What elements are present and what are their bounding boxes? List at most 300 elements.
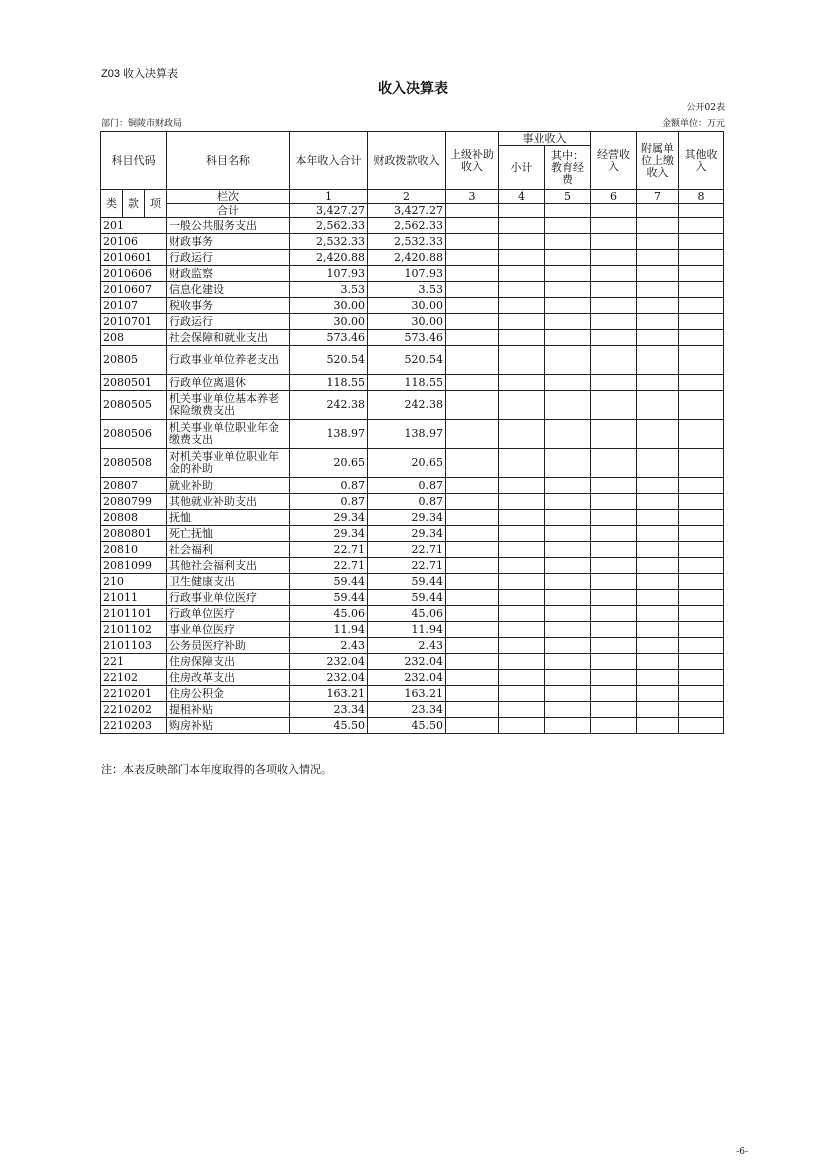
empty-cell	[637, 234, 679, 250]
header-column-label: 栏次	[167, 190, 290, 204]
empty-cell	[679, 494, 724, 510]
fiscal-income-cell: 232.04	[368, 654, 446, 670]
subject-name: 机关事业单位职业年金缴费支出	[167, 420, 290, 449]
empty-cell	[446, 558, 499, 574]
empty-cell	[637, 686, 679, 702]
empty-cell	[446, 282, 499, 298]
total-income-cell: 11.94	[290, 622, 368, 638]
table-note: 注：本表反映部门本年度取得的各项收入情况。	[101, 763, 332, 776]
table-row	[101, 266, 724, 282]
empty-cell	[499, 234, 545, 250]
fiscal-income-cell: 3.53	[368, 282, 446, 298]
empty-cell	[446, 718, 499, 734]
subject-code: 21011	[101, 590, 167, 606]
empty-cell	[637, 590, 679, 606]
empty-cell	[679, 218, 724, 234]
table-row	[101, 218, 724, 234]
empty-cell	[591, 250, 637, 266]
subject-name: 社会保障和就业支出	[167, 330, 290, 346]
empty-cell	[637, 558, 679, 574]
subject-name: 一般公共服务支出	[167, 218, 290, 234]
empty-cell	[591, 590, 637, 606]
empty-cell	[679, 718, 724, 734]
col-number: 4	[499, 190, 545, 204]
empty-cell	[679, 606, 724, 622]
total-income-cell: 520.54	[290, 346, 368, 375]
empty-cell	[499, 298, 545, 314]
empty-cell	[679, 670, 724, 686]
empty-cell	[679, 391, 724, 420]
empty-cell	[679, 702, 724, 718]
empty-cell	[446, 526, 499, 542]
empty-cell	[679, 298, 724, 314]
subject-name: 其他就业补助支出	[167, 494, 290, 510]
empty-cell	[637, 510, 679, 526]
table-row	[101, 590, 724, 606]
subject-code: 2080505	[101, 391, 167, 420]
empty-cell	[637, 346, 679, 375]
empty-cell	[545, 218, 591, 234]
total-income-cell: 59.44	[290, 590, 368, 606]
fiscal-income-cell: 29.34	[368, 526, 446, 542]
table-row	[101, 420, 724, 449]
table-row	[101, 526, 724, 542]
fiscal-income-cell: 22.71	[368, 542, 446, 558]
empty-cell	[637, 494, 679, 510]
subject-code: 20107	[101, 298, 167, 314]
empty-cell	[591, 510, 637, 526]
total-income-cell: 29.34	[290, 510, 368, 526]
subject-name: 购房补贴	[167, 718, 290, 734]
empty-cell	[591, 638, 637, 654]
fiscal-income-cell: 45.50	[368, 718, 446, 734]
total-income-cell: 22.71	[290, 558, 368, 574]
table-row	[101, 449, 724, 478]
empty-cell	[499, 375, 545, 391]
empty-cell	[591, 282, 637, 298]
empty-cell	[545, 282, 591, 298]
col-number: 5	[545, 190, 591, 204]
empty-cell	[446, 590, 499, 606]
total-income-cell: 59.44	[290, 574, 368, 590]
empty-cell	[679, 654, 724, 670]
fiscal-income-cell: 23.34	[368, 702, 446, 718]
total-income-cell: 0.87	[290, 478, 368, 494]
fiscal-income-cell: 107.93	[368, 266, 446, 282]
empty-cell	[545, 590, 591, 606]
empty-cell	[679, 542, 724, 558]
page-number: -6-	[736, 1147, 748, 1157]
total-income-cell: 29.34	[290, 526, 368, 542]
empty-cell	[637, 391, 679, 420]
fiscal-income-cell: 22.71	[368, 558, 446, 574]
empty-cell	[499, 420, 545, 449]
header-superior-subsidy: 上级补助收入	[446, 132, 499, 190]
empty-cell	[637, 375, 679, 391]
empty-cell	[591, 670, 637, 686]
empty-cell	[499, 670, 545, 686]
subject-code: 2210201	[101, 686, 167, 702]
empty-cell	[446, 266, 499, 282]
empty-cell	[637, 282, 679, 298]
empty-cell	[637, 526, 679, 542]
empty-cell	[591, 420, 637, 449]
empty-cell	[499, 606, 545, 622]
empty-cell	[446, 670, 499, 686]
subject-code: 2210202	[101, 702, 167, 718]
subject-name: 行政运行	[167, 250, 290, 266]
empty-cell	[679, 330, 724, 346]
empty-cell	[499, 654, 545, 670]
empty-cell	[679, 282, 724, 298]
empty-cell	[499, 266, 545, 282]
fiscal-income-cell: 118.55	[368, 375, 446, 391]
empty-cell	[499, 510, 545, 526]
empty-cell	[679, 346, 724, 375]
empty-cell	[446, 218, 499, 234]
empty-cell	[446, 330, 499, 346]
empty-cell	[499, 282, 545, 298]
total-income-cell: 2.43	[290, 638, 368, 654]
empty-cell	[499, 391, 545, 420]
header-kuan: 款	[123, 190, 145, 218]
empty-cell	[545, 449, 591, 478]
empty-cell	[545, 314, 591, 330]
table-row	[101, 702, 724, 718]
empty-cell	[545, 622, 591, 638]
empty-cell	[499, 686, 545, 702]
subject-code: 2101103	[101, 638, 167, 654]
empty-cell	[545, 391, 591, 420]
subject-name: 抚恤	[167, 510, 290, 526]
total-income-cell: 242.38	[290, 391, 368, 420]
empty-cell	[679, 574, 724, 590]
table-row	[101, 510, 724, 526]
subject-name: 事业单位医疗	[167, 622, 290, 638]
subject-name: 行政单位离退休	[167, 375, 290, 391]
empty-cell	[637, 314, 679, 330]
empty-cell	[499, 702, 545, 718]
empty-cell	[446, 606, 499, 622]
empty-cell	[545, 702, 591, 718]
empty-cell	[637, 606, 679, 622]
total-fiscal-value: 3,427.27	[368, 204, 446, 218]
total-income-cell: 30.00	[290, 314, 368, 330]
subject-code: 221	[101, 654, 167, 670]
fiscal-income-cell: 163.21	[368, 686, 446, 702]
subject-code: 208	[101, 330, 167, 346]
subject-code: 22102	[101, 670, 167, 686]
col-number: 1	[290, 190, 368, 204]
table-row	[101, 494, 724, 510]
table-row	[101, 606, 724, 622]
subject-code: 2080506	[101, 420, 167, 449]
empty-cell	[591, 686, 637, 702]
empty-cell	[591, 574, 637, 590]
empty-cell	[446, 654, 499, 670]
total-income-cell: 0.87	[290, 494, 368, 510]
fiscal-income-cell: 2,562.33	[368, 218, 446, 234]
empty-cell	[446, 375, 499, 391]
empty-cell	[679, 622, 724, 638]
empty-cell	[545, 298, 591, 314]
subject-name: 住房改革支出	[167, 670, 290, 686]
empty-cell	[591, 314, 637, 330]
empty-cell	[446, 686, 499, 702]
total-income-cell: 232.04	[290, 670, 368, 686]
page-title: 收入决算表	[378, 80, 448, 96]
subject-name: 税收事务	[167, 298, 290, 314]
subject-code: 2080799	[101, 494, 167, 510]
header-subject-name: 科目名称	[167, 132, 290, 190]
empty-cell	[446, 510, 499, 526]
total-income-cell: 118.55	[290, 375, 368, 391]
total-label: 合计	[167, 204, 290, 218]
subject-code: 2210203	[101, 718, 167, 734]
empty-cell	[591, 449, 637, 478]
empty-cell	[499, 314, 545, 330]
empty-cell	[591, 346, 637, 375]
empty-cell	[637, 702, 679, 718]
empty-cell	[679, 526, 724, 542]
empty-cell	[679, 314, 724, 330]
empty-cell	[499, 250, 545, 266]
empty-cell	[591, 494, 637, 510]
table-row	[101, 718, 724, 734]
empty-cell	[446, 420, 499, 449]
empty-cell	[499, 478, 545, 494]
fiscal-income-cell: 59.44	[368, 590, 446, 606]
table-code: Z03 收入决算表	[101, 68, 179, 80]
col-number: 6	[591, 190, 637, 204]
empty-cell	[637, 330, 679, 346]
fiscal-income-cell: 11.94	[368, 622, 446, 638]
subject-name: 死亡抚恤	[167, 526, 290, 542]
subject-code: 2010701	[101, 314, 167, 330]
empty-cell	[591, 478, 637, 494]
empty-cell	[545, 574, 591, 590]
empty-cell	[446, 622, 499, 638]
subject-name: 卫生健康支出	[167, 574, 290, 590]
empty-cell	[679, 638, 724, 654]
table-row	[101, 314, 724, 330]
subject-name: 行政事业单位医疗	[167, 590, 290, 606]
empty-cell	[545, 346, 591, 375]
header-fiscal-income: 财政拨款收入	[368, 132, 446, 190]
empty-cell	[545, 234, 591, 250]
subject-name: 住房公积金	[167, 686, 290, 702]
empty-cell	[545, 266, 591, 282]
total-income-cell: 3.53	[290, 282, 368, 298]
subject-name: 就业补助	[167, 478, 290, 494]
table-row	[101, 622, 724, 638]
table-row	[101, 574, 724, 590]
subject-name: 住房保障支出	[167, 654, 290, 670]
empty-cell	[591, 702, 637, 718]
total-income-cell: 573.46	[290, 330, 368, 346]
fiscal-income-cell: 2,420.88	[368, 250, 446, 266]
department-label: 部门：铜陵市财政局	[101, 119, 183, 129]
table-row	[101, 298, 724, 314]
empty-cell	[679, 686, 724, 702]
empty-cell	[637, 478, 679, 494]
empty-cell	[545, 654, 591, 670]
empty-cell	[637, 718, 679, 734]
empty-cell	[637, 654, 679, 670]
empty-cell	[446, 314, 499, 330]
total-income-cell: 30.00	[290, 298, 368, 314]
subject-code: 2080508	[101, 449, 167, 478]
empty-cell	[637, 670, 679, 686]
empty-cell	[499, 590, 545, 606]
subject-code: 210	[101, 574, 167, 590]
empty-cell	[591, 654, 637, 670]
subject-name: 财政监察	[167, 266, 290, 282]
empty-cell	[499, 218, 545, 234]
col-number: 2	[368, 190, 446, 204]
empty-cell	[637, 622, 679, 638]
fiscal-income-cell: 138.97	[368, 420, 446, 449]
empty-cell	[499, 346, 545, 375]
empty-cell	[446, 234, 499, 250]
empty-cell	[446, 702, 499, 718]
empty-cell	[637, 420, 679, 449]
subject-code: 2010601	[101, 250, 167, 266]
empty-cell	[545, 420, 591, 449]
subject-code: 2010606	[101, 266, 167, 282]
empty-cell	[545, 494, 591, 510]
empty-cell	[591, 218, 637, 234]
total-income-cell: 23.34	[290, 702, 368, 718]
empty-cell	[499, 330, 545, 346]
empty-cell	[545, 330, 591, 346]
empty-cell	[591, 375, 637, 391]
total-income-value: 3,427.27	[290, 204, 368, 218]
header-operating-income: 经营收入	[591, 132, 637, 190]
empty-cell	[591, 542, 637, 558]
header-edu-funds: 其中：教育经费	[545, 146, 591, 190]
empty-cell	[545, 718, 591, 734]
empty-cell	[499, 558, 545, 574]
empty-cell	[499, 449, 545, 478]
empty-cell	[499, 574, 545, 590]
total-income-cell: 45.06	[290, 606, 368, 622]
empty-cell	[499, 494, 545, 510]
fiscal-income-cell: 232.04	[368, 670, 446, 686]
fiscal-income-cell: 30.00	[368, 314, 446, 330]
empty-cell	[679, 558, 724, 574]
header-business-income: 事业收入	[499, 132, 591, 146]
empty-cell	[591, 526, 637, 542]
subject-code: 2101102	[101, 622, 167, 638]
empty-cell	[545, 526, 591, 542]
empty-cell	[446, 478, 499, 494]
total-income-cell: 20.65	[290, 449, 368, 478]
empty-cell	[499, 526, 545, 542]
subject-name: 公务员医疗补助	[167, 638, 290, 654]
empty-cell	[446, 542, 499, 558]
fiscal-income-cell: 573.46	[368, 330, 446, 346]
col-number: 8	[679, 190, 724, 204]
empty-cell	[637, 542, 679, 558]
empty-cell	[446, 391, 499, 420]
total-income-cell: 138.97	[290, 420, 368, 449]
empty-cell	[591, 266, 637, 282]
empty-cell	[637, 266, 679, 282]
total-income-cell: 2,562.33	[290, 218, 368, 234]
total-income-cell: 2,532.33	[290, 234, 368, 250]
fiscal-income-cell: 0.87	[368, 494, 446, 510]
header-lei: 类	[101, 190, 123, 218]
total-income-cell: 45.50	[290, 718, 368, 734]
empty-cell	[679, 375, 724, 391]
empty-cell	[545, 375, 591, 391]
empty-cell	[679, 420, 724, 449]
table-row	[101, 542, 724, 558]
header-subject-code: 科目代码	[101, 132, 167, 190]
col-number: 3	[446, 190, 499, 204]
table-row	[101, 375, 724, 391]
fiscal-income-cell: 242.38	[368, 391, 446, 420]
empty-cell	[637, 574, 679, 590]
empty-cell	[545, 542, 591, 558]
empty-cell	[446, 574, 499, 590]
header-subtotal: 小计	[499, 146, 545, 190]
header-other-income: 其他收入	[679, 132, 724, 190]
empty-cell	[637, 250, 679, 266]
empty-cell	[591, 606, 637, 622]
fiscal-income-cell: 520.54	[368, 346, 446, 375]
empty-cell	[545, 478, 591, 494]
empty-cell	[446, 494, 499, 510]
fiscal-income-cell: 45.06	[368, 606, 446, 622]
empty-cell	[679, 234, 724, 250]
table-row	[101, 391, 724, 420]
empty-cell	[545, 638, 591, 654]
unit-label: 金额单位：万元	[661, 119, 725, 129]
empty-cell	[499, 638, 545, 654]
table-row	[101, 250, 724, 266]
empty-cell	[446, 449, 499, 478]
subject-code: 2080501	[101, 375, 167, 391]
empty-cell	[591, 298, 637, 314]
empty-cell	[545, 686, 591, 702]
table-row	[101, 282, 724, 298]
empty-cell	[499, 718, 545, 734]
subject-code: 2081099	[101, 558, 167, 574]
empty-cell	[545, 510, 591, 526]
empty-cell	[679, 590, 724, 606]
empty-cell	[591, 558, 637, 574]
table-row	[101, 234, 724, 250]
total-income-cell: 2,420.88	[290, 250, 368, 266]
subject-code: 2010607	[101, 282, 167, 298]
total-income-cell: 107.93	[290, 266, 368, 282]
table-row	[101, 654, 724, 670]
table-row	[101, 558, 724, 574]
empty-cell	[679, 250, 724, 266]
empty-cell	[637, 638, 679, 654]
empty-cell	[591, 391, 637, 420]
table-row	[101, 638, 724, 654]
subject-name: 机关事业单位基本养老保险缴费支出	[167, 391, 290, 420]
header-affiliated-income: 附属单位上缴收入	[637, 132, 679, 190]
empty-cell	[545, 606, 591, 622]
fiscal-income-cell: 59.44	[368, 574, 446, 590]
empty-cell	[545, 670, 591, 686]
header-total-income: 本年收入合计	[290, 132, 368, 190]
fiscal-income-cell: 0.87	[368, 478, 446, 494]
